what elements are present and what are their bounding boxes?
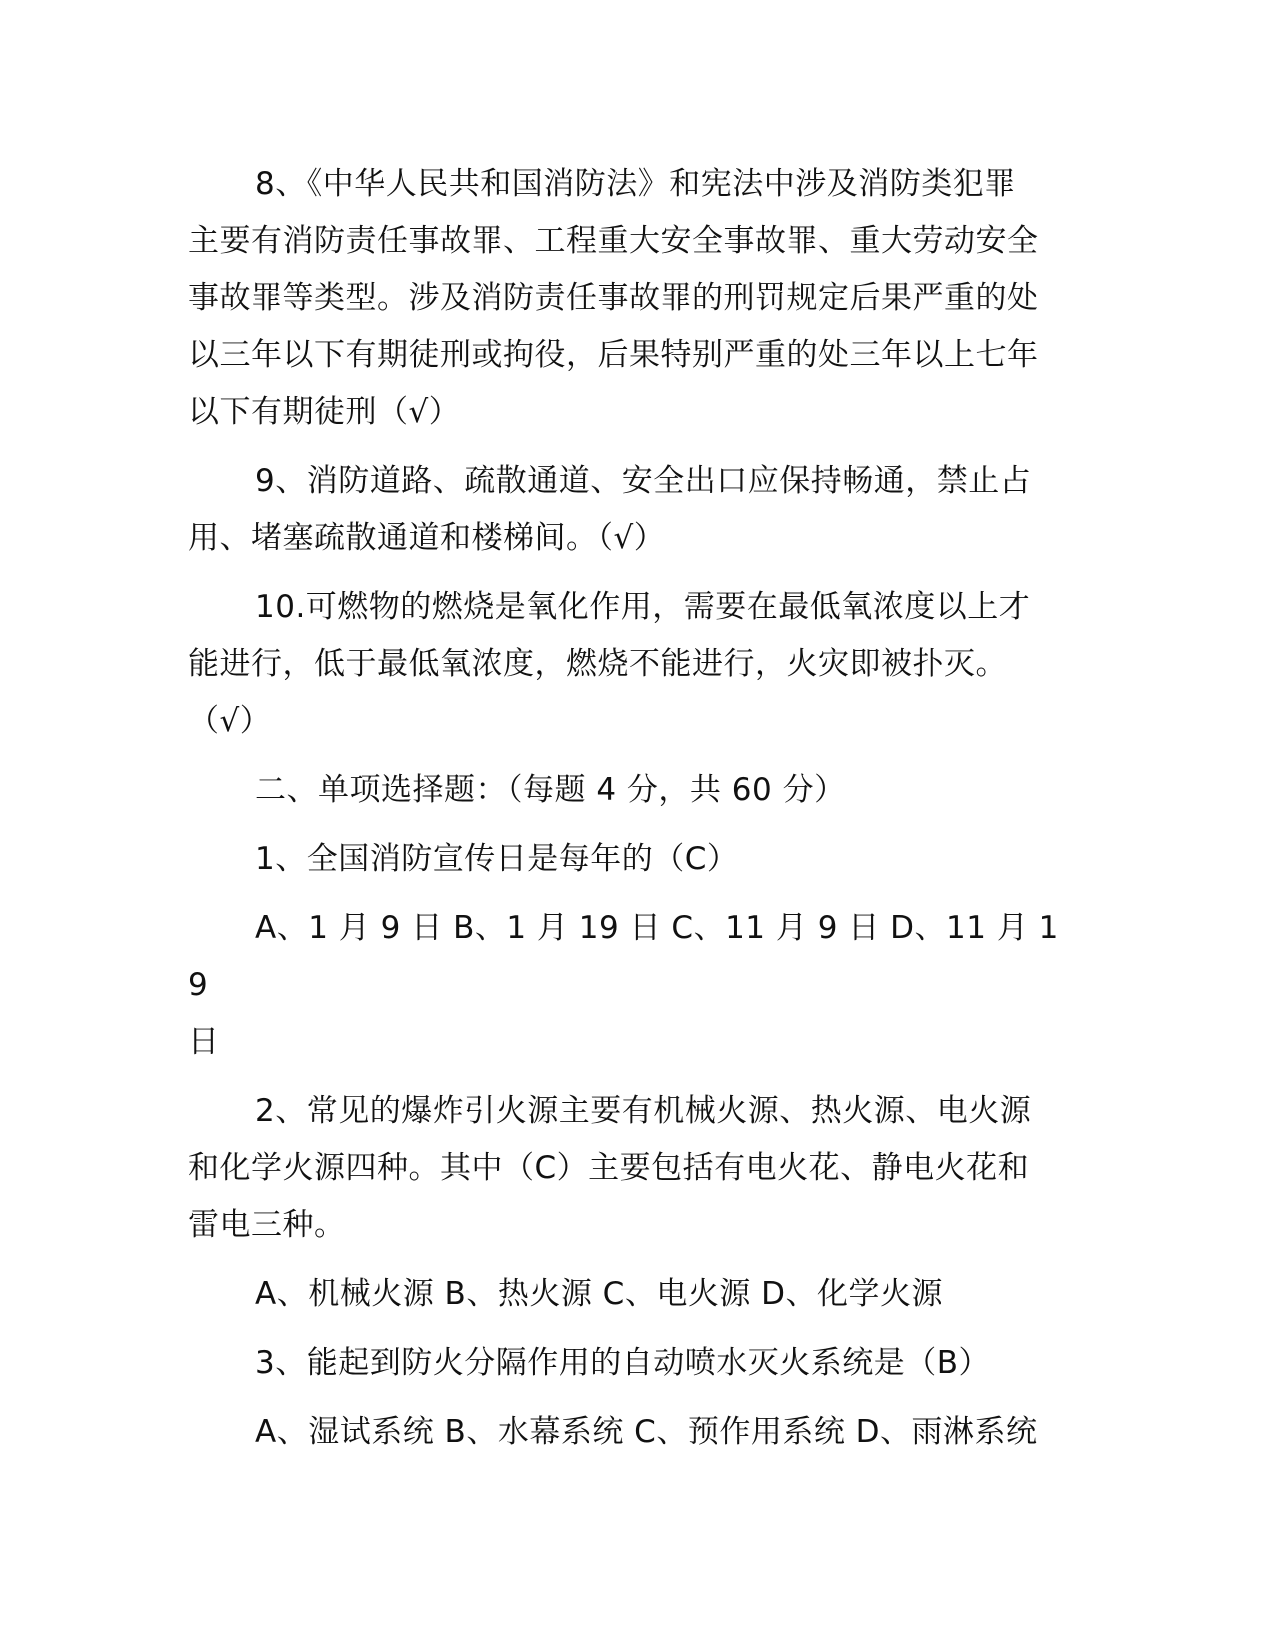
text-line: 事故罪等类型。涉及消防责任事故罪的刑罚规定后果严重的处: [188, 280, 1039, 316]
mc-question-3: [188, 1335, 1078, 1392]
text-line: 3、能起到防火分隔作用的自动喷水灭火系统是（B）: [255, 1345, 990, 1381]
mc-question-1-options: [188, 900, 1078, 1071]
text-line: 日: [188, 1024, 220, 1060]
text-line: 主要有消防责任事故罪、工程重大安全事故罪、重大劳动安全: [188, 223, 1039, 259]
text-line: 以三年以下有期徒刑或拘役，后果特别严重的处三年以上七年: [188, 337, 1039, 373]
text-line: 二、单项选择题：（每题 4 分，共 60 分）: [255, 772, 846, 808]
text-line: A、1 月 9 日 B、1 月 19 日 C、11 月 9 日 D、11 月 19: [188, 910, 1059, 1003]
text-line: 9、消防道路、疏散通道、安全出口应保持畅通，禁止占: [255, 463, 1032, 499]
mc-question-3-options: [188, 1404, 1078, 1461]
text-line: 以下有期徒刑（√）: [188, 394, 461, 430]
text-line: （√）: [188, 703, 272, 739]
text-line: 用、堵塞疏散通道和楼梯间。（√）: [188, 520, 666, 556]
question-8-paragraph: [188, 156, 1078, 441]
text-line: A、湿试系统 B、水幕系统 C、预作用系统 D、雨淋系统: [255, 1414, 1038, 1450]
mc-question-1: [188, 831, 1078, 888]
text-line: 雷电三种。: [188, 1207, 346, 1243]
mc-question-2: [188, 1083, 1078, 1254]
text-line: 8、《中华人民共和国消防法》和宪法中涉及消防类犯罪: [255, 166, 1016, 202]
text-line: 能进行，低于最低氧浓度，燃烧不能进行，火灾即被扑灭。: [188, 646, 1007, 682]
text-line: A、机械火源 B、热火源 C、电火源 D、化学火源: [255, 1276, 944, 1312]
text-line: 1、全国消防宣传日是每年的（C）: [255, 841, 739, 877]
text-line: 和化学火源四种。其中（C）主要包括有电火花、静电火花和: [188, 1150, 1030, 1186]
text-line: 10.可燃物的燃烧是氧化作用，需要在最低氧浓度以上才: [255, 589, 1031, 625]
question-10-paragraph: [188, 579, 1078, 750]
document-body: [188, 156, 1078, 1473]
question-9-paragraph: [188, 453, 1078, 567]
mc-question-2-options: [188, 1266, 1078, 1323]
section-heading: [188, 762, 1078, 819]
text-line: 2、常见的爆炸引火源主要有机械火源、热火源、电火源: [255, 1093, 1032, 1129]
